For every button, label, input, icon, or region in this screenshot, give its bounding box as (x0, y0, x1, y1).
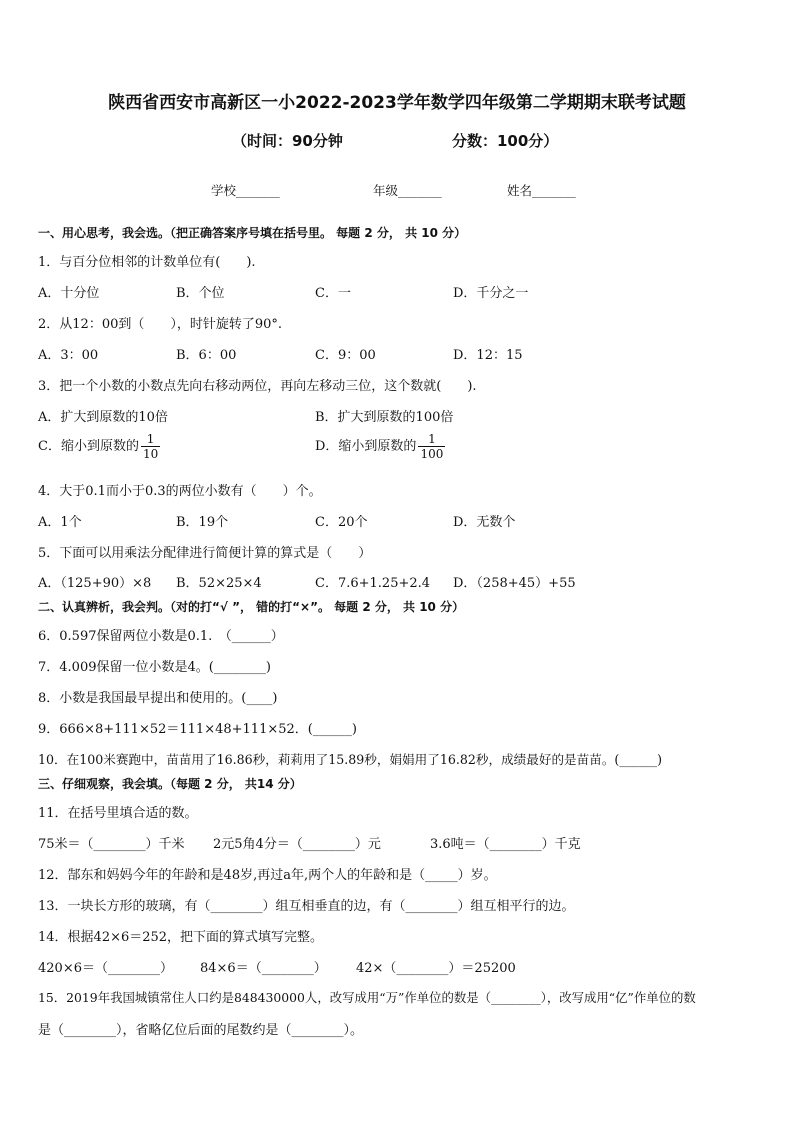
exam-score: 分数：100分） (452, 132, 559, 150)
question-14: 14．根据42×6＝252，把下面的算式填写完整。 (38, 930, 324, 945)
q3-option-c (38, 432, 160, 461)
fraction-numerator: 1 (418, 432, 445, 447)
question-12: 12．郜东和妈妈今年的年龄和是48岁,再过a年,两个人的年龄和是（_____）岁。 (38, 868, 497, 883)
q2-option-b: B．6：00 (176, 348, 237, 363)
question-6: 6．0.597保留两位小数是0.1. （______） (38, 629, 284, 644)
q3-option-c-text: C．缩小到原数的 (38, 439, 139, 454)
question-1: 1．与百分位相邻的计数单位有( ). (38, 255, 256, 270)
question-11: 11．在括号里填合适的数。 (38, 806, 198, 821)
q1-option-c: C．一 (315, 286, 351, 301)
q4-option-a: A．1个 (38, 515, 82, 530)
q5-option-d: D．（258+45）+55 (453, 576, 576, 591)
section-1-heading: 一、用心思考，我会选。（把正确答案序号填在括号里。 每题 2 分， 共 10 分） (38, 226, 467, 240)
q3-option-b: B．扩大到原数的100倍 (315, 410, 454, 425)
fraction-denominator: 10 (142, 447, 159, 461)
q1-option-a: A．十分位 (38, 286, 100, 301)
fraction-denominator: 100 (420, 447, 444, 461)
question-9: 9．666×8+111×52＝111×48+111×52．(______) (38, 722, 357, 737)
q14-part-2: 84×6＝（________） (200, 961, 327, 976)
question-15-line-2: 是（________），省略亿位后面的尾数约是（________）。 (38, 1023, 364, 1038)
q11-part-2: 2元5角4分＝（________）元 (213, 837, 381, 852)
q3-option-a: A．扩大到原数的10倍 (38, 410, 168, 425)
question-5: 5．下面可以用乘法分配律进行简便计算的算式是（ ） (38, 546, 372, 561)
question-3: 3．把一个小数的小数点先向右移动两位，再向左移动三位，这个数就( ). (38, 379, 477, 394)
question-13: 13．一块长方形的玻璃，有（________）组互相垂直的边，有（________）组互相平行的边。 (38, 899, 575, 914)
q3-option-d-text: D．缩小到原数的 (315, 439, 417, 454)
name-field: 姓名_______ (507, 183, 576, 198)
question-10: 10．在100米赛跑中，苗苗用了16.86秒，莉莉用了15.89秒，娟娟用了16.82秒，成绩最好的是苗苗。(______) (38, 752, 663, 767)
grade-field: 年级_______ (373, 183, 442, 198)
page-title: 陕西省西安市高新区一小2022-2023学年数学四年级第二学期期末联考试题 (108, 93, 686, 113)
q3-option-d (315, 432, 445, 461)
q14-part-3: 42×（________）＝25200 (356, 961, 516, 976)
q11-part-3: 3.6吨＝（________）千克 (430, 837, 581, 852)
q1-option-b: B．个位 (176, 286, 225, 301)
q4-option-c: C．20个 (315, 515, 368, 530)
q2-option-d: D．12：15 (453, 348, 523, 363)
question-8: 8．小数是我国最早提出和使用的。(____) (38, 691, 278, 706)
question-2: 2．从12：00到（ ），时针旋转了90°. (38, 317, 283, 332)
q5-option-c: C．7.6+1.25+2.4 (315, 576, 431, 591)
q14-part-1: 420×6＝（________） (38, 961, 173, 976)
q4-option-d: D．无数个 (453, 515, 516, 530)
section-2-heading: 二、认真辨析，我会判。（对的打“√ ”， 错的打“×”。 每题 2 分， 共 10 分） (38, 600, 465, 614)
question-7: 7．4.009保留一位小数是4。(________) (38, 660, 271, 675)
question-4: 4．大于0.1而小于0.3的两位小数有（ ）个。 (38, 484, 322, 499)
q4-option-b: B．19个 (176, 515, 229, 530)
q2-option-c: C．9：00 (315, 348, 376, 363)
section-3-heading: 三、仔细观察，我会填。（每题 2 分， 共14 分） (38, 777, 302, 791)
q1-option-d: D．千分之一 (453, 286, 529, 301)
q5-option-b: B．52×25×4 (176, 576, 262, 591)
fraction-one-hundredth (418, 432, 445, 461)
fraction-one-tenth (141, 432, 160, 461)
q11-part-1: 75米＝（________）千米 (38, 837, 185, 852)
question-15-line-1: 15．2019年我国城镇常住人口约是848430000人，改写成用“万”作单位的数是（________），改写成用“亿”作单位的数 (38, 990, 696, 1005)
fraction-numerator: 1 (141, 432, 160, 447)
exam-time: （时间：90分钟 (232, 132, 343, 150)
school-field: 学校_______ (211, 183, 280, 198)
q2-option-a: A．3：00 (38, 348, 99, 363)
q5-option-a: A．（125+90）×8 (38, 576, 152, 591)
